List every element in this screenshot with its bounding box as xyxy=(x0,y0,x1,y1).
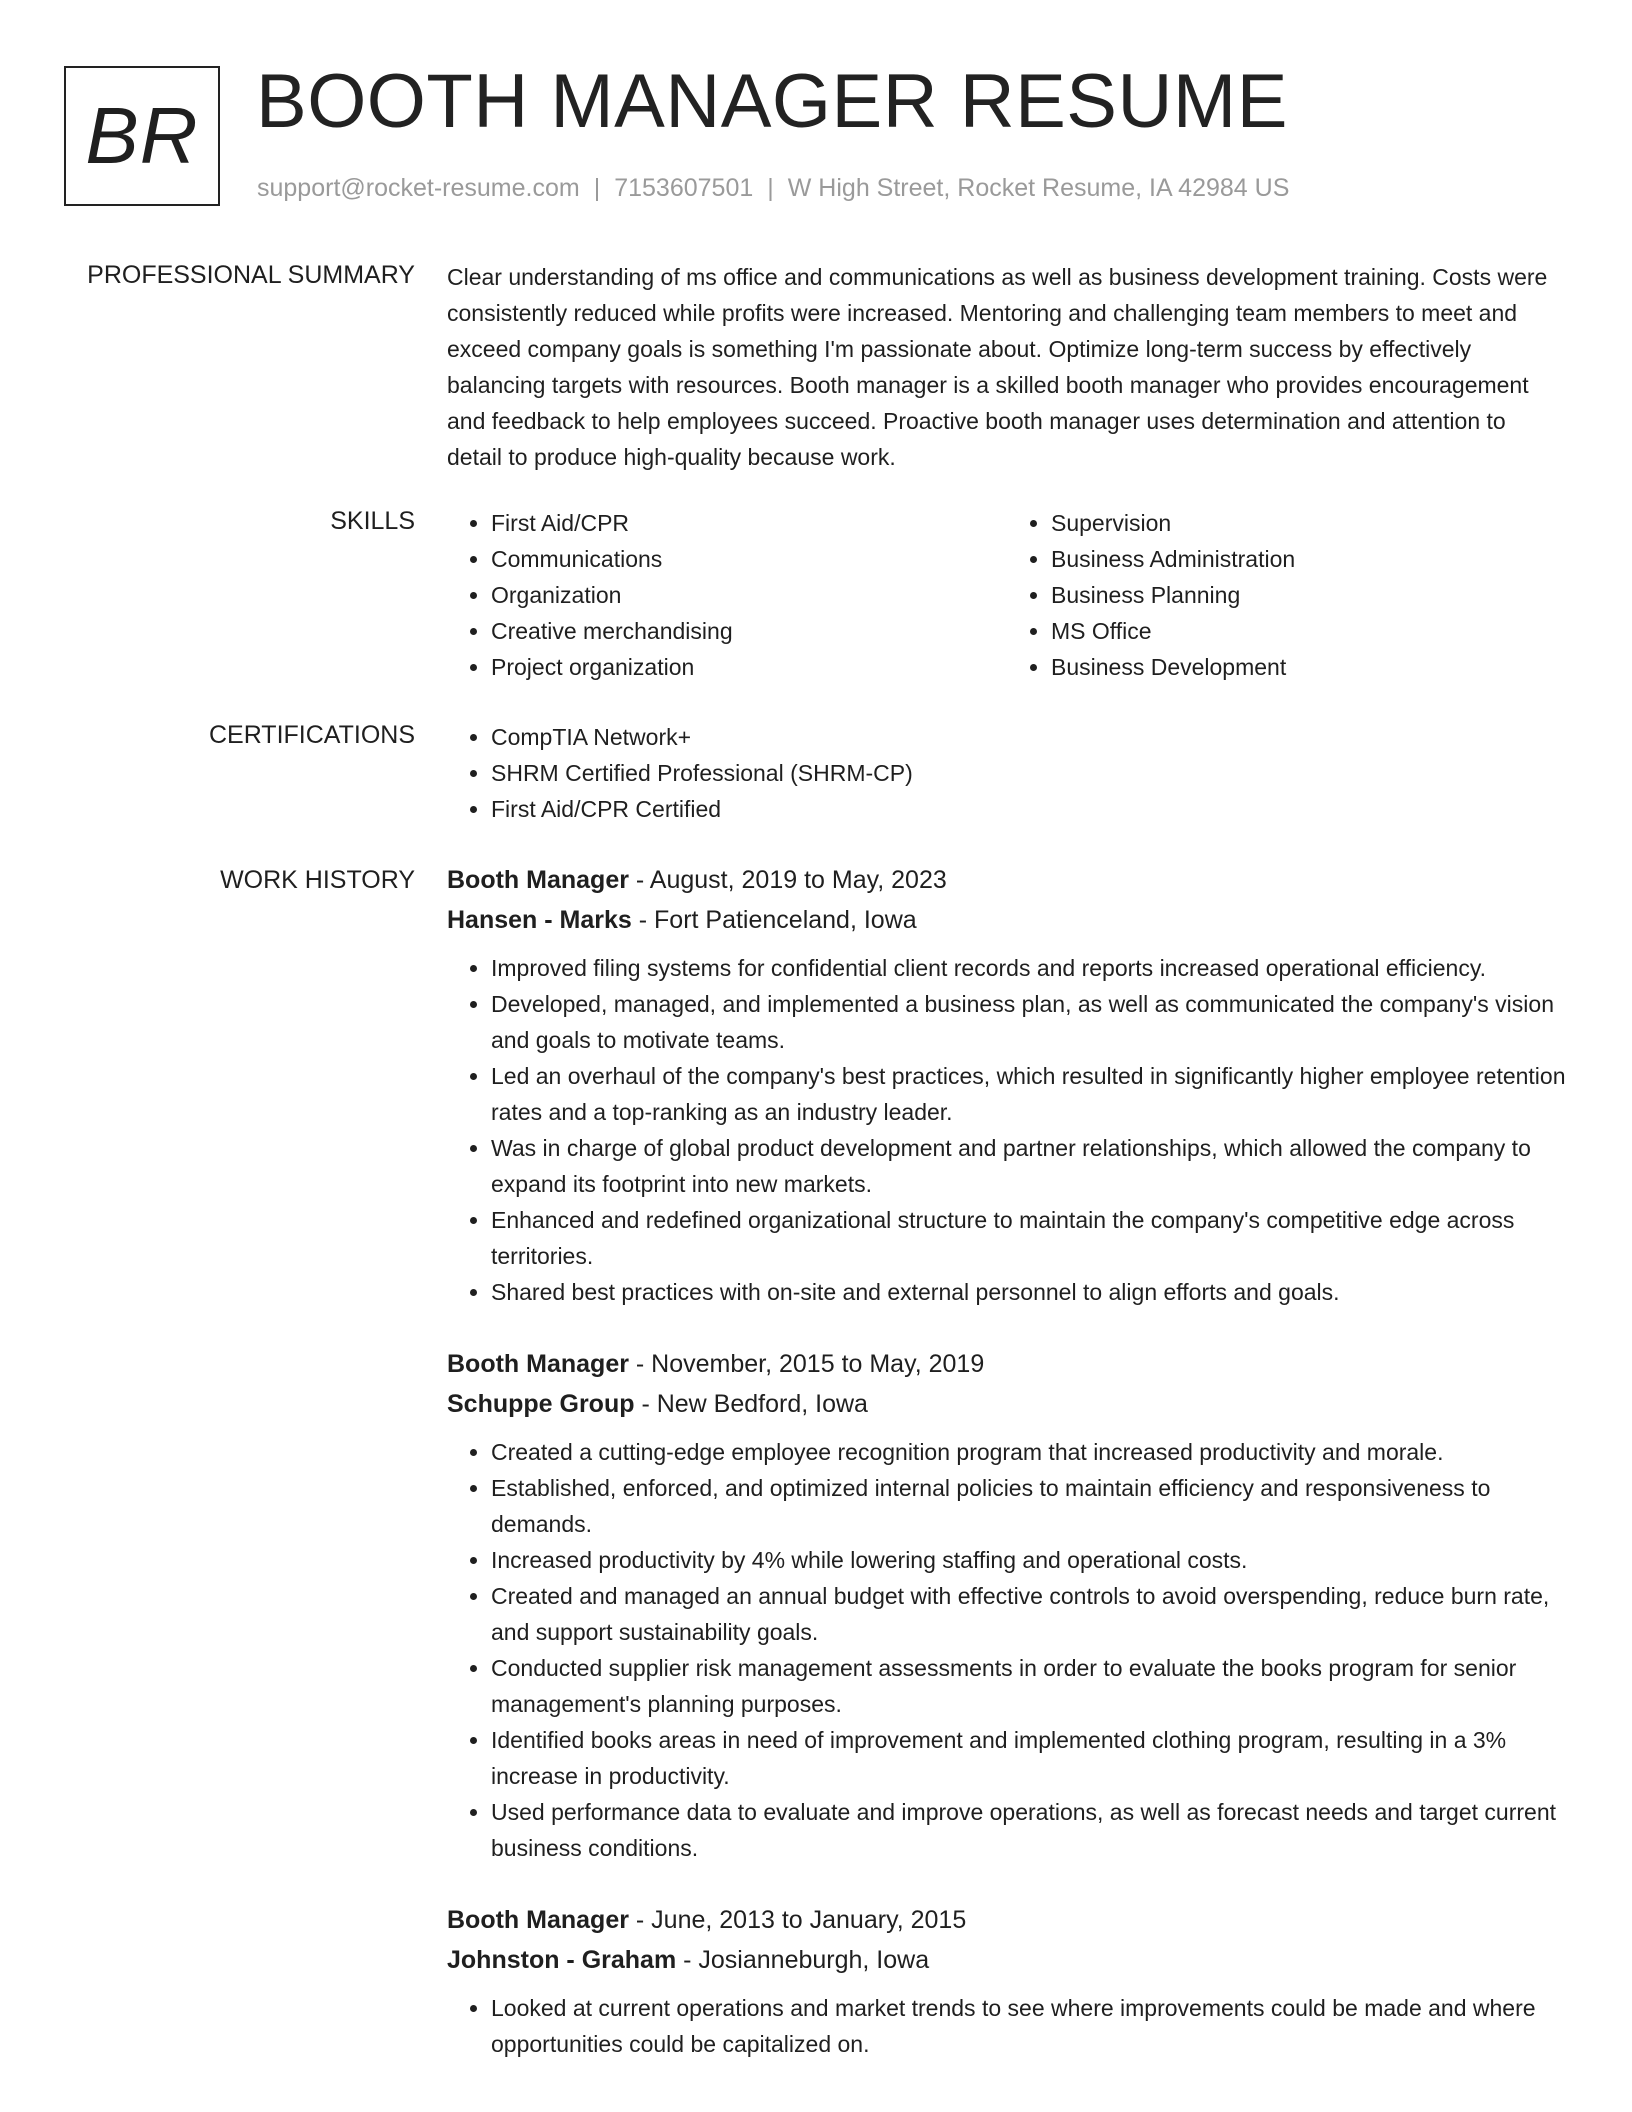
skills-list-left xyxy=(447,505,1007,685)
job-bullet: • Identified books areas in need of improvement and implemented clothing program, resulting in a 3% increase in productivity. xyxy=(491,1722,1567,1794)
contact-separator: | xyxy=(593,174,601,202)
job-entry xyxy=(447,1344,1567,1866)
contact-address: W High Street, Rocket Resume, IA 42984 US xyxy=(787,174,1290,202)
certification-item: • First Aid/CPR Certified xyxy=(491,791,1567,827)
monogram-logo: BR xyxy=(64,66,220,206)
job-bullet: • Used performance data to evaluate and improve operations, as well as forecast needs and target current business conditions. xyxy=(491,1794,1567,1866)
job-bullet: • Led an overhaul of the company's best practices, which resulted in significantly higher employee retention rates and a top-ranking as an industry leader. xyxy=(491,1058,1567,1130)
section-label-work-history: WORK HISTORY xyxy=(220,866,415,894)
section-label-summary: PROFESSIONAL SUMMARY xyxy=(87,261,415,289)
job-title: Booth Manager xyxy=(447,1906,629,1934)
job-title-line xyxy=(447,860,1567,900)
skill-item: • Business Administration xyxy=(1051,541,1567,577)
skills-list-right xyxy=(1007,505,1567,685)
job-bullet: • Created and managed an annual budget with effective controls to avoid overspending, reduce burn rate, and support sustainability goals. xyxy=(491,1578,1567,1650)
job-bullet: • Established, enforced, and optimized internal policies to maintain efficiency and responsiveness to demands. xyxy=(491,1470,1567,1542)
job-bullet: • Improved filing systems for confidential client records and reports increased operational efficiency. xyxy=(491,950,1567,986)
skill-item: • Business Development xyxy=(1051,649,1567,685)
job-bullet: • Was in charge of global product development and partner relationships, which allowed the company to expand its footprint into new markets. xyxy=(491,1130,1567,1202)
job-bullet: • Increased productivity by 4% while lowering staffing and operational costs. xyxy=(491,1542,1567,1578)
job-company-line xyxy=(447,1940,1567,1980)
section-label-skills: SKILLS xyxy=(330,507,415,535)
skill-item: • First Aid/CPR xyxy=(491,505,1007,541)
certifications-body xyxy=(447,719,1567,827)
job-dates: - November, 2015 to May, 2019 xyxy=(628,1350,985,1378)
job-bullet: • Conducted supplier risk management assessments in order to evaluate the books program for senior management's planning purposes. xyxy=(491,1650,1567,1722)
resume-header xyxy=(64,59,1564,211)
job-bullet: • Developed, managed, and implemented a business plan, as well as communicated the company's vision and goals to motivate teams. xyxy=(491,986,1567,1058)
section-label-certifications: CERTIFICATIONS xyxy=(208,721,415,749)
job-bullet: • Looked at current operations and market trends to see where improvements could be made and where opportunities could be capitalized on. xyxy=(491,1990,1567,2062)
contact-separator: | xyxy=(767,174,774,202)
job-bullets xyxy=(447,950,1567,1310)
job-title-line xyxy=(447,1344,1567,1384)
job-location: - Fort Patienceland, Iowa xyxy=(631,906,917,934)
job-company: Schuppe Group xyxy=(447,1390,635,1418)
contact-phone[interactable]: 7153607501 xyxy=(614,174,754,202)
job-entry xyxy=(447,1900,1567,2062)
job-bullets xyxy=(447,1434,1567,1866)
job-company: Hansen - Marks xyxy=(447,906,632,934)
job-title: Booth Manager xyxy=(447,1350,629,1378)
page-title: BOOTH MANAGER RESUME xyxy=(256,59,1288,144)
job-bullet: • Shared best practices with on-site and external personnel to align efforts and goals. xyxy=(491,1274,1567,1310)
job-dates: - August, 2019 to May, 2023 xyxy=(628,866,947,894)
job-bullets xyxy=(447,1990,1567,2062)
skill-item: • Creative merchandising xyxy=(491,613,1007,649)
skill-item: • Business Planning xyxy=(1051,577,1567,613)
certification-item: • CompTIA Network+ xyxy=(491,719,1567,755)
skill-item: • Project organization xyxy=(491,649,1007,685)
summary-text: Clear understanding of ms office and communications as well as business development training. Costs were consistently reduced while profits were increased. Mentoring and challenging team members to meet and exceed company goals is something I'm passionate about. Optimize long-term success by effectively balancing targets with resources. Booth manager is a skilled booth manager who provides encouragement and feedback to help employees succeed. Proactive booth manager uses determination and attention to detail to produce high-quality because work. xyxy=(447,264,1548,470)
job-company: Johnston - Graham xyxy=(447,1946,677,1974)
job-location: - Josianneburgh, Iowa xyxy=(676,1946,930,1974)
job-entry xyxy=(447,860,1567,1310)
job-company-line xyxy=(447,1384,1567,1424)
skills-columns xyxy=(447,505,1567,685)
certification-item: • SHRM Certified Professional (SHRM-CP) xyxy=(491,755,1567,791)
job-title-line xyxy=(447,1900,1567,1940)
work-history-body xyxy=(447,860,1567,2096)
skill-item: • Supervision xyxy=(1051,505,1567,541)
skill-item: • Organization xyxy=(491,577,1007,613)
job-bullet: • Enhanced and redefined organizational structure to maintain the company's competitive edge across territories. xyxy=(491,1202,1567,1274)
skill-item: • MS Office xyxy=(1051,613,1567,649)
job-bullet: • Created a cutting-edge employee recognition program that increased productivity and morale. xyxy=(491,1434,1567,1470)
certifications-list xyxy=(447,719,1567,827)
job-company-line xyxy=(447,900,1567,940)
skill-item: • Communications xyxy=(491,541,1007,577)
job-location: - New Bedford, Iowa xyxy=(634,1390,868,1418)
job-dates: - June, 2013 to January, 2015 xyxy=(628,1906,967,1934)
contact-email[interactable]: support@rocket-resume.com xyxy=(257,174,580,202)
contact-info xyxy=(257,174,1289,203)
job-title: Booth Manager xyxy=(447,866,629,894)
